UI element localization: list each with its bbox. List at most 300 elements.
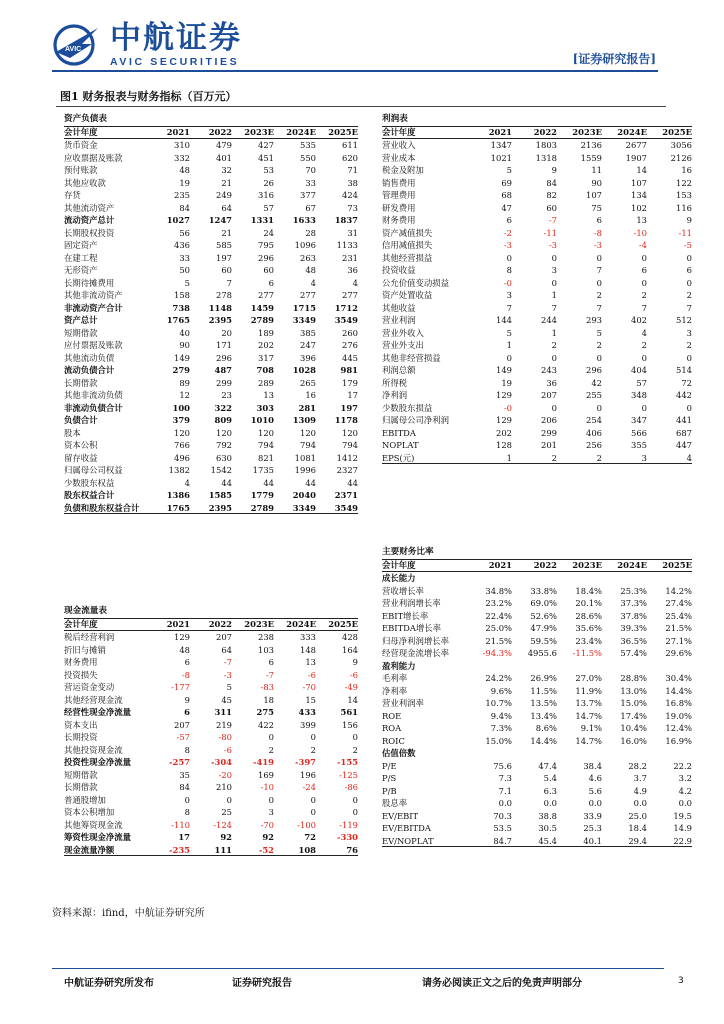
- svg-text:AVIC: AVIC: [65, 46, 82, 53]
- table-row: [64, 706, 358, 719]
- cell-value: 23: [221, 390, 232, 400]
- cell-value: 15: [305, 694, 316, 705]
- header-year: 2025E: [328, 619, 358, 629]
- row-label: 少数股东权益: [64, 477, 115, 488]
- cell-value: 479: [216, 140, 232, 150]
- row-label: 负债和股东权益合计: [64, 502, 140, 513]
- cell-value: 36: [546, 377, 557, 388]
- cell-value: 64: [221, 202, 232, 213]
- table-row: [382, 164, 692, 177]
- cell-value: 22.4%: [485, 610, 512, 621]
- cell-value: 89: [179, 377, 190, 388]
- table-title: 主要财务比率: [382, 547, 434, 557]
- balance-sheet-table: [64, 113, 358, 514]
- row-label: 投资收益: [382, 265, 416, 275]
- cell-value: 1309: [292, 415, 316, 425]
- cell-value: -235: [169, 844, 190, 855]
- footer-report-type: 证券研究报告: [232, 978, 292, 989]
- cell-value: 1318: [535, 152, 557, 163]
- cell-value: 22.2: [673, 760, 692, 771]
- cell-value: 24: [263, 227, 274, 238]
- header-year: 2021: [488, 127, 512, 137]
- cell-value: 3.7: [633, 773, 647, 783]
- cell-value: 42: [591, 377, 602, 388]
- row-label: 成长能力: [382, 573, 416, 583]
- cell-value: 25.3%: [620, 585, 647, 596]
- cell-value: 0.0: [543, 798, 557, 808]
- cell-value: 2: [686, 290, 692, 300]
- cell-value: 68: [501, 190, 512, 200]
- cell-value: 153: [676, 190, 692, 200]
- cell-value: 2: [641, 340, 647, 350]
- cell-value: 120: [174, 427, 190, 438]
- cell-value: 14.4%: [665, 685, 692, 696]
- cell-value: 0.0: [678, 798, 692, 808]
- table-row: [382, 314, 692, 327]
- cell-value: 17.4%: [620, 710, 647, 721]
- cell-value: 1027: [166, 215, 190, 225]
- cell-value: 561: [340, 707, 358, 717]
- cell-value: 75: [591, 202, 602, 213]
- row-label: 税后经营利润: [64, 632, 115, 642]
- cell-value: -0: [503, 402, 512, 413]
- cell-value: 4.2: [678, 785, 692, 796]
- cell-value: -20: [218, 769, 232, 780]
- row-label: 存货: [64, 190, 81, 200]
- cell-value: 322: [214, 402, 232, 413]
- cell-value: 4.9: [633, 785, 647, 796]
- cell-value: 4955.6: [527, 648, 557, 658]
- cell-value: 206: [541, 415, 557, 425]
- cell-value: 299: [216, 377, 232, 388]
- cell-value: 44: [305, 477, 316, 488]
- cell-value: 33: [179, 252, 190, 263]
- cell-value: 8: [184, 744, 190, 755]
- cell-value: 90: [591, 177, 602, 188]
- avic-logo-icon: [52, 22, 102, 66]
- cell-value: 171: [216, 340, 232, 350]
- row-label: 筹资性现金净流量: [64, 832, 131, 842]
- cell-value: -177: [171, 682, 190, 692]
- header-label: 会计年度: [382, 127, 416, 137]
- row-label: 其他非经营损益: [382, 352, 441, 363]
- cell-value: 1: [506, 452, 512, 463]
- table-row: [382, 352, 692, 365]
- row-label: 长期借款: [64, 782, 98, 792]
- cell-value: -7: [265, 669, 274, 680]
- row-label: 估值倍数: [382, 748, 416, 758]
- table-row: [64, 464, 358, 477]
- cell-value: -6: [307, 669, 316, 680]
- table-header-row: [64, 618, 358, 632]
- cell-value: 254: [586, 415, 602, 425]
- table-row: [382, 722, 692, 735]
- cell-value: 37.3%: [620, 598, 647, 608]
- table-row: [382, 822, 692, 835]
- row-label: 盈利能力: [382, 660, 416, 671]
- cell-value: 0: [596, 277, 602, 288]
- row-label: EV/NOPLAT: [382, 835, 434, 846]
- cell-value: 0: [352, 807, 358, 817]
- cell-value: 1585: [208, 490, 232, 500]
- cell-value: 72: [304, 832, 316, 842]
- cell-value: 5: [226, 682, 232, 692]
- cell-value: 0: [686, 277, 692, 288]
- cell-value: 19.0%: [665, 710, 692, 721]
- row-label: 应收票据及账款: [64, 152, 123, 163]
- cell-value: 2: [352, 744, 358, 755]
- table-row: [382, 302, 692, 315]
- header-label: 会计年度: [64, 127, 98, 137]
- cell-value: 0: [310, 794, 316, 805]
- cell-value: 3056: [670, 140, 692, 150]
- table-row: [64, 744, 358, 757]
- cell-value: 256: [586, 440, 602, 450]
- cell-value: 1459: [250, 302, 274, 313]
- table-row: [64, 452, 358, 465]
- table-row: [382, 585, 692, 598]
- row-label: P/E: [382, 760, 397, 771]
- cell-value: 21.5%: [665, 623, 692, 633]
- cell-value: 44: [347, 477, 358, 488]
- cell-value: 149: [174, 352, 190, 363]
- cell-value: 17: [347, 390, 358, 400]
- row-label: 长期投资: [64, 732, 98, 742]
- cell-value: 278: [216, 290, 232, 300]
- cell-value: 1021: [490, 152, 512, 163]
- cell-value: 6: [506, 215, 512, 225]
- cell-value: 0: [352, 732, 358, 742]
- cell-value: 21: [221, 227, 232, 238]
- row-label: 营业利润: [382, 315, 416, 325]
- cell-value: -10: [633, 227, 647, 238]
- cell-value: 585: [216, 240, 232, 250]
- cell-value: 377: [300, 190, 316, 200]
- cell-value: 149: [496, 365, 512, 375]
- cell-value: 7.1: [498, 785, 512, 796]
- cell-value: 120: [258, 427, 274, 438]
- cell-value: 128: [496, 440, 512, 450]
- cell-value: 0: [686, 252, 692, 263]
- table-title: 现金流量表: [64, 606, 107, 616]
- header-year: 2022: [533, 127, 557, 137]
- cell-value: -52: [258, 844, 274, 855]
- cell-value: 26.9%: [530, 673, 557, 683]
- cell-value: 11: [591, 165, 602, 175]
- cell-value: 72: [681, 377, 692, 388]
- cell-value: -80: [218, 732, 232, 742]
- row-label: 财务费用: [64, 657, 98, 667]
- cell-value: 47.9%: [530, 623, 557, 633]
- table-row: [382, 647, 692, 660]
- table-row: [64, 239, 358, 252]
- cell-value: 90: [179, 340, 190, 350]
- cell-value: 5: [506, 327, 512, 338]
- cell-value: -11: [678, 227, 692, 238]
- cell-value: 1633: [292, 215, 316, 225]
- cell-value: 4: [352, 277, 358, 288]
- cell-value: 0: [352, 794, 358, 805]
- cell-value: 40.1: [583, 835, 602, 846]
- cell-value: -330: [337, 832, 358, 842]
- row-label: 销售费用: [382, 177, 416, 188]
- row-label: 营业利润率: [382, 698, 424, 708]
- cell-value: 14.4%: [530, 735, 557, 746]
- cell-value: 14: [636, 165, 647, 175]
- cell-value: 129: [496, 415, 512, 425]
- cell-value: 1247: [208, 215, 232, 225]
- table-row: [382, 597, 692, 610]
- cell-value: 0: [184, 794, 190, 805]
- cell-value: -24: [302, 782, 316, 792]
- table-row: [64, 756, 358, 769]
- cell-value: 27.0%: [575, 673, 602, 683]
- cell-value: 4: [686, 452, 692, 463]
- row-label: EBITDA增长率: [382, 623, 442, 633]
- cell-value: 4: [310, 277, 316, 288]
- cell-value: 60: [221, 265, 232, 275]
- row-label: 净利润: [382, 390, 408, 400]
- cell-value: 60: [546, 202, 557, 213]
- table-row: [64, 427, 358, 440]
- row-label: 营业外支出: [382, 340, 424, 350]
- cell-value: -5: [683, 240, 692, 250]
- cell-value: 33.9: [583, 810, 602, 821]
- cell-value: 35: [179, 769, 190, 780]
- cell-value: 53: [263, 165, 274, 175]
- table-row: [64, 669, 358, 682]
- cell-value: -6: [223, 744, 232, 755]
- cell-value: -6: [349, 669, 358, 680]
- table-row: [382, 610, 692, 623]
- cell-value: 379: [172, 415, 190, 425]
- cell-value: 1133: [336, 240, 358, 250]
- row-label: 其他应收款: [64, 177, 106, 188]
- cell-value: 197: [340, 402, 358, 413]
- row-label: 投资性现金净流量: [64, 757, 131, 767]
- table-row: [64, 414, 358, 427]
- cell-value: 219: [216, 719, 232, 730]
- row-label: 在建工程: [64, 252, 98, 263]
- table-row: [64, 502, 358, 515]
- cell-value: 795: [258, 240, 274, 250]
- table-row: [64, 819, 358, 832]
- cell-value: 347: [631, 415, 647, 425]
- row-label: 财务费用: [382, 215, 416, 225]
- cell-value: 5: [596, 327, 602, 338]
- table-row: [64, 731, 358, 744]
- table-row: [382, 810, 692, 823]
- header-year: 2023E: [244, 127, 274, 137]
- cell-value: 207: [216, 632, 232, 642]
- cell-value: 1765: [166, 315, 190, 325]
- row-label: 其他筹资现金流: [64, 819, 123, 830]
- row-label: EBITDA: [382, 427, 416, 438]
- row-label: 归属母公司权益: [64, 465, 123, 475]
- cell-value: 310: [174, 140, 190, 150]
- cell-value: 69.0%: [530, 598, 557, 608]
- cell-value: 7: [641, 302, 647, 313]
- cell-value: 24.2%: [485, 673, 512, 683]
- cell-value: 1803: [535, 140, 557, 150]
- row-label: 流动负债合计: [64, 365, 115, 375]
- cell-value: 2: [641, 290, 647, 300]
- cell-value: -257: [169, 757, 190, 767]
- cell-value: 620: [342, 152, 358, 163]
- company-logo: [52, 20, 252, 68]
- cell-value: 13.4%: [530, 710, 557, 721]
- cell-value: 243: [541, 365, 557, 375]
- cell-value: 20.1%: [575, 598, 602, 608]
- cell-value: 38.4: [583, 760, 602, 771]
- cell-value: 69: [501, 177, 512, 188]
- cell-value: 0.0: [633, 798, 647, 808]
- row-label: ROE: [382, 710, 402, 721]
- header-label: 会计年度: [382, 560, 416, 570]
- row-label: 其他投资现金流: [64, 744, 123, 755]
- cell-value: 47: [501, 202, 512, 213]
- cell-value: 792: [216, 440, 232, 450]
- table-row: [64, 264, 358, 277]
- row-label: 投资损失: [64, 669, 98, 680]
- cell-value: 3349: [292, 502, 316, 513]
- cell-value: 64: [221, 644, 232, 655]
- row-label: 营业收入: [382, 140, 416, 150]
- cell-value: 7: [596, 302, 602, 313]
- cell-value: -8: [593, 227, 602, 238]
- cell-value: 0.0: [498, 798, 512, 808]
- cell-value: 52.6%: [530, 610, 557, 621]
- cell-value: 84: [179, 782, 190, 792]
- cell-value: 687: [676, 427, 692, 438]
- cell-value: 7: [226, 277, 232, 288]
- cell-value: 9: [184, 694, 190, 705]
- cell-value: 15.0%: [620, 698, 647, 708]
- row-label: 股本: [64, 427, 81, 438]
- row-label: 应付票据及账款: [64, 340, 123, 350]
- table-row: [64, 477, 358, 490]
- header-year: 2022: [533, 560, 557, 570]
- cell-value: 1: [551, 290, 557, 300]
- figure-title: 图1 财务报表与财务指标（百万元）: [60, 90, 237, 103]
- table-row: [382, 760, 692, 773]
- row-label: 其他经营损益: [382, 252, 433, 263]
- cell-value: 76: [346, 844, 358, 855]
- cell-value: 2789: [250, 502, 274, 513]
- cell-value: 332: [174, 152, 190, 163]
- cell-value: 57.4%: [620, 648, 647, 658]
- logo-english-text: AVIC SECURITIES: [110, 56, 240, 68]
- table-row: [382, 427, 692, 440]
- table-row: [64, 189, 358, 202]
- table-row: [382, 735, 692, 748]
- row-label: 营业利润增长率: [382, 598, 441, 608]
- cell-value: -70: [260, 819, 274, 830]
- cell-value: 3: [551, 265, 557, 275]
- cell-value: 2040: [292, 490, 316, 500]
- table-title: 利润表: [382, 114, 408, 124]
- header-year: 2023E: [572, 127, 602, 137]
- cell-value: 6: [641, 265, 647, 275]
- cell-value: 1559: [580, 152, 602, 163]
- cell-value: 16.0%: [620, 735, 647, 746]
- cell-value: 6: [184, 657, 190, 667]
- row-label: 营业外收入: [382, 327, 424, 338]
- row-label: P/S: [382, 773, 397, 783]
- header-year: 2025E: [662, 560, 692, 570]
- row-label: 股东权益合计: [64, 490, 115, 500]
- cell-value: 231: [342, 252, 358, 263]
- cell-value: 120: [216, 427, 232, 438]
- section-row: [382, 572, 692, 585]
- figure-title-divider: [56, 106, 666, 107]
- cell-value: 102: [631, 202, 647, 213]
- table-row: [64, 781, 358, 794]
- cell-value: 0.0: [588, 798, 602, 808]
- cell-value: 179: [342, 377, 358, 388]
- cell-value: 1010: [250, 415, 274, 425]
- row-label: 预付账款: [64, 165, 98, 175]
- footer-disclaimer-link[interactable]: 请务必阅读正文之后的免责声明部分: [422, 978, 582, 989]
- cell-value: 6: [268, 277, 274, 288]
- row-label: P/B: [382, 785, 397, 796]
- page-number: 3: [678, 976, 684, 986]
- cell-value: 7: [506, 302, 512, 313]
- cell-value: 299: [541, 427, 557, 438]
- cell-value: 441: [676, 415, 692, 425]
- cell-value: 277: [258, 290, 274, 300]
- table-row: [382, 339, 692, 352]
- cell-value: 1735: [252, 465, 274, 475]
- cell-value: 14.7%: [575, 710, 602, 721]
- cell-value: 44: [221, 477, 232, 488]
- table-row: [64, 439, 358, 452]
- row-label: 长期股权投资: [64, 227, 115, 238]
- table-row: [382, 685, 692, 698]
- cell-value: 4.6: [588, 773, 602, 783]
- cell-value: 14: [347, 694, 358, 705]
- row-label: 资本公积增加: [64, 807, 115, 817]
- cell-value: 406: [586, 427, 602, 438]
- cell-value: -7: [223, 657, 232, 667]
- table-header-row: [382, 126, 692, 140]
- table-row: [382, 797, 692, 810]
- table-row: [382, 697, 692, 710]
- header-year: 2023E: [244, 619, 274, 629]
- row-label: 普通股增加: [64, 794, 106, 805]
- cell-value: 4: [641, 327, 647, 338]
- table-row: [382, 239, 692, 252]
- cell-value: 19.5: [673, 810, 692, 821]
- table-row: [382, 389, 692, 402]
- table-row: [64, 844, 358, 857]
- cell-value: 1712: [334, 302, 358, 313]
- cell-value: 57: [636, 377, 647, 388]
- cell-value: 3: [506, 290, 512, 300]
- cell-value: 1028: [292, 365, 316, 375]
- cell-value: 0: [596, 352, 602, 363]
- cell-value: 402: [631, 315, 647, 325]
- cell-value: 10.7%: [485, 698, 512, 708]
- cell-value: 487: [214, 365, 232, 375]
- cell-value: 158: [174, 290, 190, 300]
- table-row: [64, 694, 358, 707]
- cell-value: 122: [676, 177, 692, 188]
- table-row: [64, 719, 358, 732]
- data-source-note: 资料来源：ifind，中航证券研究所: [52, 908, 205, 919]
- cell-value: 39.3%: [620, 623, 647, 633]
- table-row: [382, 289, 692, 302]
